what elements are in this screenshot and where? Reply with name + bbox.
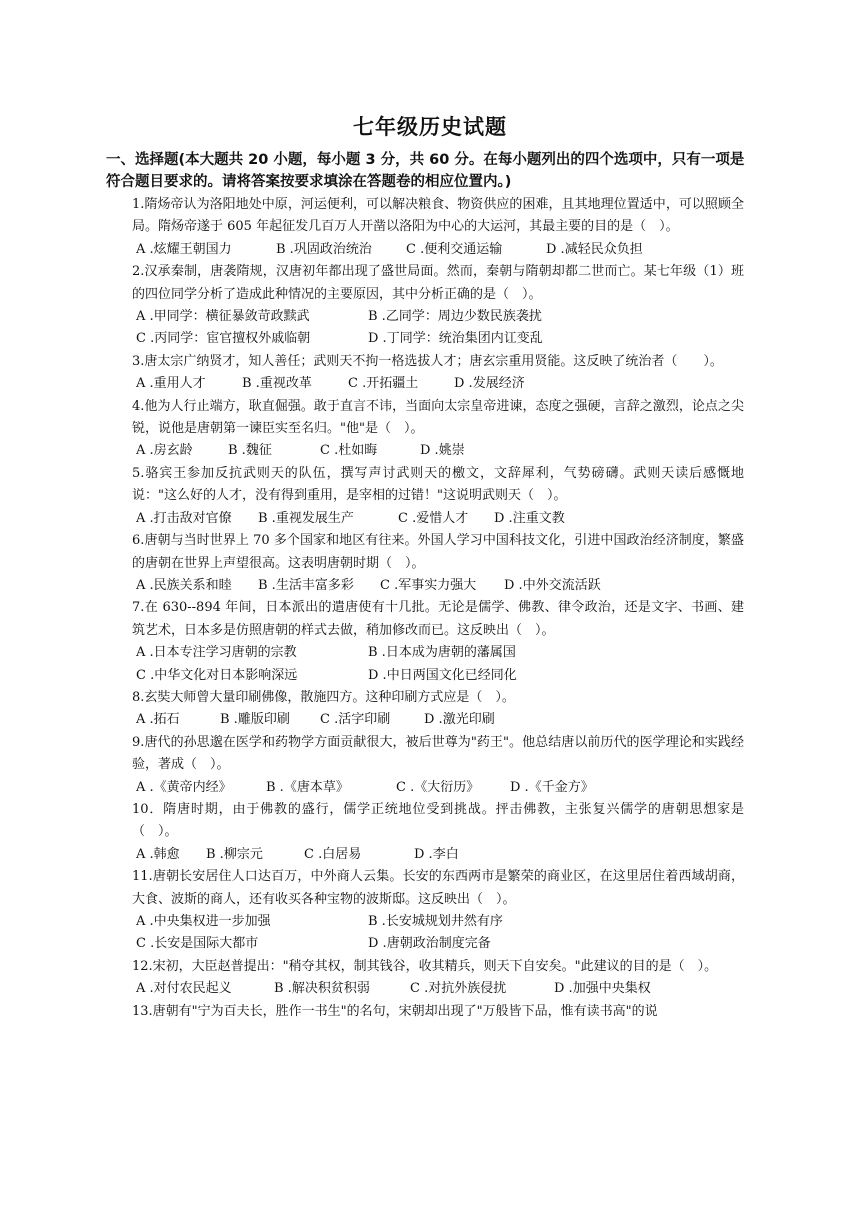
section-heading: 一、选择题(本大题共 20 小题，每小题 3 分，共 60 分。在每小题列出的四个选项中，只有一项是符合题目要求的。请将答案按要求填涂在答题卷的相应位置内。) [106, 152, 745, 190]
option-b: B .巩固政治统治 [276, 241, 372, 257]
option-row [132, 239, 744, 261]
option-b: B .重视发展生产 [258, 510, 354, 526]
question-stem: 13.唐朝有"宁为百夫长，胜作一书生"的名句，宋朝却出现了"万般皆下品，惟有读书高"的说 [132, 1003, 658, 1019]
option-c: C .《大衍历》 [396, 779, 480, 795]
option-d: D .中外交流活跃 [504, 577, 601, 593]
option-row [132, 911, 744, 933]
option-row [132, 508, 744, 530]
option-a: A .《黄帝内经》 [136, 779, 232, 795]
option-a: A .对付农民起义 [136, 981, 232, 997]
option-d: D .姚崇 [420, 443, 465, 459]
option-b: B .乙同学：周边少数民族袭扰 [368, 309, 542, 325]
option-d: D .激光印刷 [424, 712, 495, 728]
option-a: A .甲同学：横征暴敛苛政黩武 [136, 309, 310, 325]
page-title: 七年级历史试题 [353, 115, 507, 139]
question-stem: 5.骆宾王参加反抗武则天的队伍，撰写声讨武则天的檄文，文辞犀利，气势磅礴。武则天读后感慨地说："这么好的人才，没有得到重用，是宰相的过错！"这说明武则天（ ）。 [132, 465, 744, 504]
option-row [132, 328, 744, 350]
question-list [132, 194, 744, 1023]
option-b: B .解决积贫积弱 [274, 981, 370, 997]
option-d: D .李白 [414, 846, 459, 862]
question-stem: 11.唐朝长安居住人口达百万，中外商人云集。长安的东西两市是繁荣的商业区，在这里居住着西域胡商，大食、波斯的商人，还有收买各种宝物的波斯邸。这反映出（ ）。 [132, 869, 744, 907]
question-stem: 12.宋初，大臣赵普提出："稍夺其权，制其钱谷，收其精兵，则天下自安矣。"此建议的目的是（ ）。 [132, 958, 718, 974]
option-d: D .减轻民众负担 [546, 241, 643, 257]
question-stem: 6.唐朝与当时世界上 70 多个国家和地区有往来。外国人学习中国科技文化，引进中国政治经济制度，繁盛的唐朝在世界上声望很高。这表明唐朝时期（ ）。 [132, 533, 744, 571]
option-b: B .长安城规划井然有序 [368, 914, 503, 929]
option-d: D .丁同学：统治集团内讧变乱 [368, 331, 543, 347]
option-a: A .韩愈 [136, 846, 180, 862]
question-stem: 8.玄奘大师曾大量印刷佛像，散施四方。这种印刷方式应是（ ）。 [132, 689, 515, 705]
option-a: A .日本专注学习唐朝的宗教 [136, 645, 297, 661]
option-c: C .军事实力强大 [380, 577, 477, 593]
option-row [132, 306, 744, 328]
option-row [132, 777, 744, 799]
option-b: B .魏征 [228, 443, 272, 459]
option-c: C .中华文化对日本影响深远 [136, 667, 298, 683]
question-stem: 9.唐代的孙思邈在医学和药物学方面贡献很大，被后世尊为"药王"。他总结唐以前历代的医学理论和实践经验，著成（ ）。 [132, 734, 744, 773]
option-row [132, 844, 744, 866]
question-stem: 2.汉承秦制，唐袭隋规，汉唐初年都出现了盛世局面。然而，秦朝与隋朝却都二世而亡。某七年级（1）班的四位同学分析了造成此种情况的主要原因，其中分析正确的是（ ）。 [132, 264, 744, 302]
option-a: A .炫耀王朝国力 [136, 241, 232, 257]
option-b: B .生活丰富多彩 [258, 577, 354, 593]
option-a: A .中央集权进一步加强 [136, 914, 271, 929]
option-row [132, 709, 744, 731]
option-row [132, 665, 744, 687]
option-row [132, 575, 744, 597]
option-row [132, 933, 744, 955]
option-a: A .打击敌对官僚 [136, 510, 232, 526]
option-d: D .发展经济 [454, 376, 525, 392]
option-d: D .加强中央集权 [554, 981, 651, 997]
option-b: B .重视改革 [242, 376, 312, 392]
option-c: C .开拓疆土 [348, 376, 419, 392]
question-stem: 3.唐太宗广纳贤才，知人善任；武则天不拘一格选拔人才；唐玄宗重用贤能。这反映了统治者（ ）。 [132, 353, 723, 369]
option-c: C .活字印刷 [320, 712, 391, 728]
option-c: C .爱惜人才 [398, 510, 469, 526]
option-c: C .对抗外族侵扰 [410, 981, 507, 997]
option-d: D .注重文教 [494, 510, 565, 526]
option-row [132, 642, 744, 664]
option-a: A .拓石 [136, 712, 180, 728]
option-row [132, 440, 744, 462]
option-c: C .便利交通运输 [406, 241, 503, 257]
option-row [132, 978, 744, 1000]
option-b: B .日本成为唐朝的藩属国 [368, 645, 516, 661]
option-a: A .重用人才 [136, 376, 206, 392]
option-c: C .丙同学：宦官擅权外戚临朝 [136, 331, 311, 347]
option-row [132, 373, 744, 395]
option-a: A .房玄龄 [136, 443, 193, 459]
option-a: A .民族关系和睦 [136, 577, 232, 593]
option-b: B .柳宗元 [206, 846, 263, 862]
option-c: C .长安是国际大都市 [136, 936, 259, 952]
option-c: C .白居易 [304, 846, 362, 862]
option-d: D .唐朝政治制度完备 [368, 936, 491, 952]
question-stem: 1.隋炀帝认为洛阳地处中原，河运便利，可以解决粮食、物资供应的困难，且其地理位置适中，可以照顾全局。隋炀帝遂于 605 年起征发几百万人开凿以洛阳为中心的大运河，其最主要的目的是（ ）。 [132, 197, 744, 235]
option-b: B .《唐本草》 [266, 779, 349, 795]
question-stem: 10．隋唐时期，由于佛教的盛行，儒学正统地位受到挑战。抨击佛教，主张复兴儒学的唐朝思想家是（ ）。 [132, 801, 744, 840]
option-b: B .雕版印刷 [220, 712, 290, 728]
question-stem: 7.在 630--894 年间，日本派出的遣唐使有十几批。无论是儒学、佛教、律令政治，还是文字、书画、建筑艺术，日本多是仿照唐朝的样式去做，稍加修改而已。这反映出（ ）。 [132, 600, 744, 638]
option-c: C .杜如晦 [320, 443, 378, 459]
option-d: D .《千金方》 [510, 779, 594, 795]
question-stem: 4.他为人行止端方，耿直倔强。敢于直言不讳，当面向太宗皇帝进谏，态度之强硬，言辞之激烈，论点之尖锐，说他是唐朝第一谏臣实至名归。"他"是（ ）。 [132, 398, 744, 437]
option-d: D .中日两国文化已经同化 [368, 667, 517, 683]
